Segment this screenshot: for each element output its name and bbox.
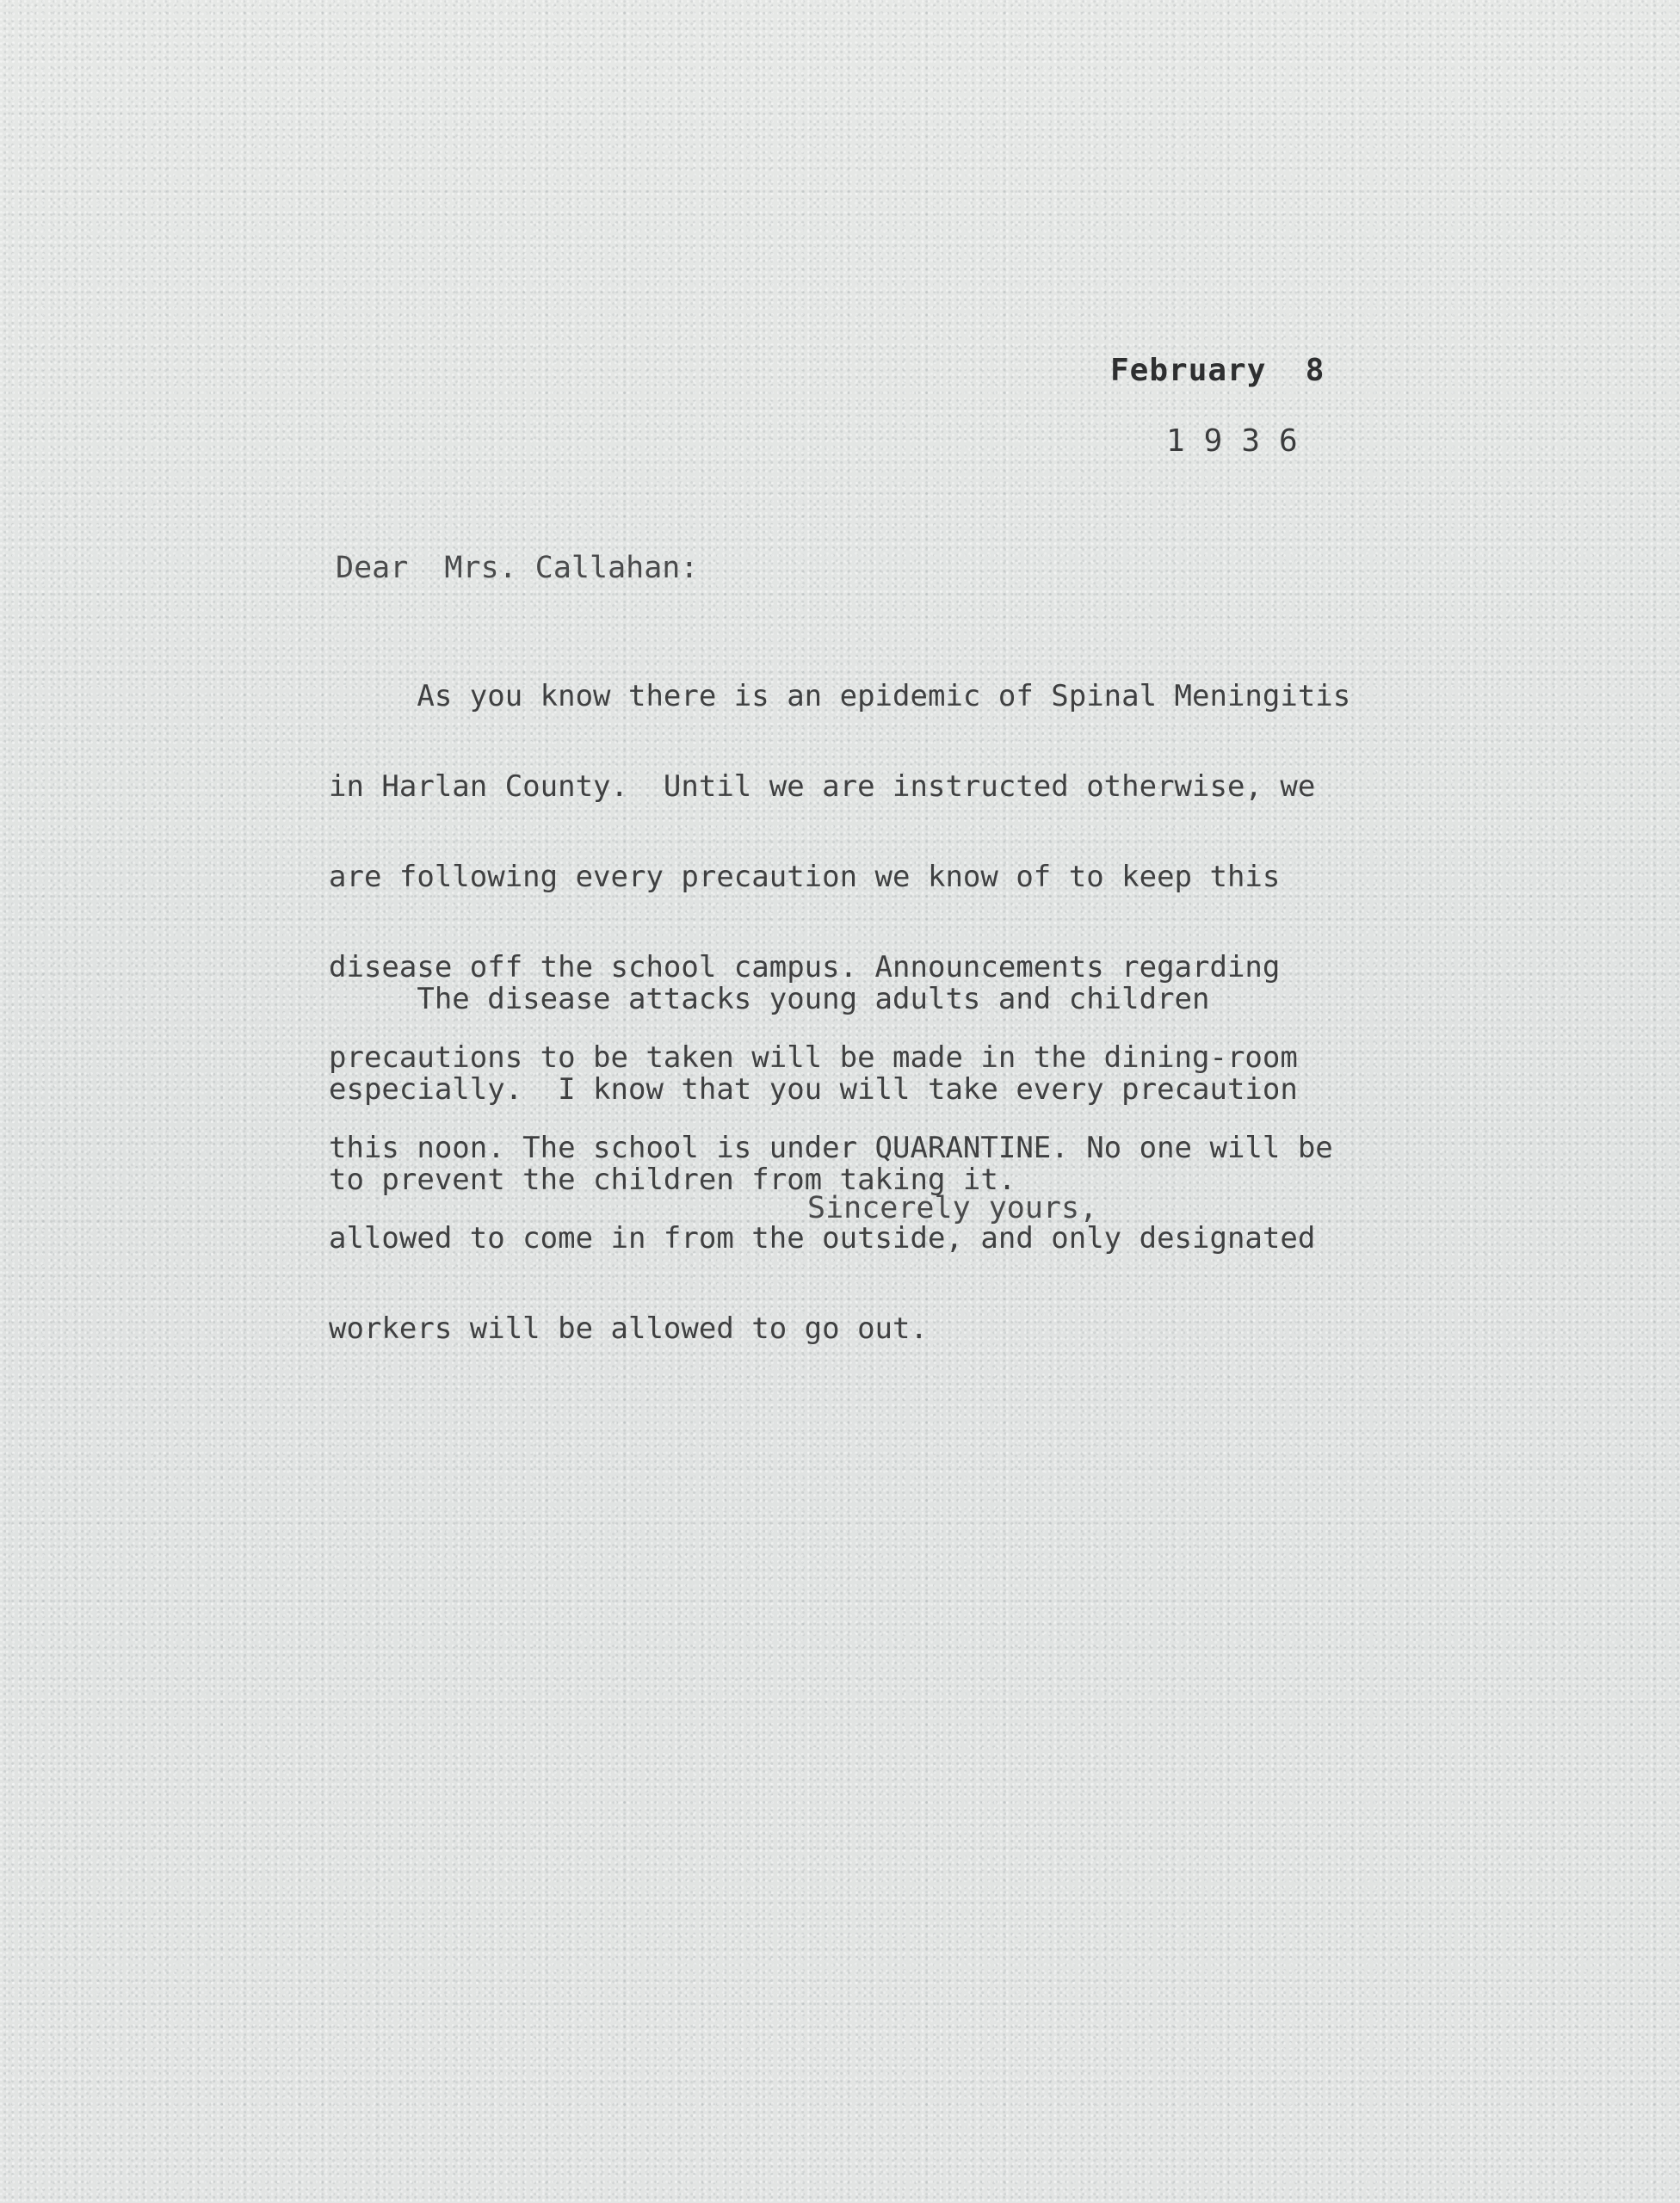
paragraph-line: precautions to be taken will be made in the dining-room bbox=[329, 1040, 1298, 1075]
paragraph-line: The disease attacks young adults and children bbox=[329, 982, 1210, 1016]
paragraph-line: especially. I know that you will take every precaution bbox=[329, 1072, 1298, 1107]
paragraph-line: are following every precaution we know of to keep this bbox=[329, 860, 1281, 894]
paragraph-line: allowed to come in from the outside, and only designated bbox=[329, 1221, 1316, 1256]
paragraph-line: As you know there is an epidemic of Spinal Meningitis bbox=[329, 679, 1351, 713]
paragraph-line: this noon. The school is under QUARANTINE. No one will be bbox=[329, 1131, 1333, 1165]
letter-year: 1936 bbox=[1166, 423, 1317, 459]
paragraph-line: in Harlan County. Until we are instructed otherwise, we bbox=[329, 769, 1316, 804]
closing: Sincerely yours, bbox=[807, 1191, 1098, 1225]
paragraph-line: disease off the school campus. Announcements regarding bbox=[329, 950, 1281, 984]
paragraph-line: workers will be allowed to go out. bbox=[329, 1311, 928, 1346]
letter-date: February 8 bbox=[1110, 353, 1325, 388]
salutation: Dear Mrs. Callahan: bbox=[336, 551, 699, 585]
paragraph-line: to prevent the children from taking it. bbox=[329, 1163, 1016, 1197]
